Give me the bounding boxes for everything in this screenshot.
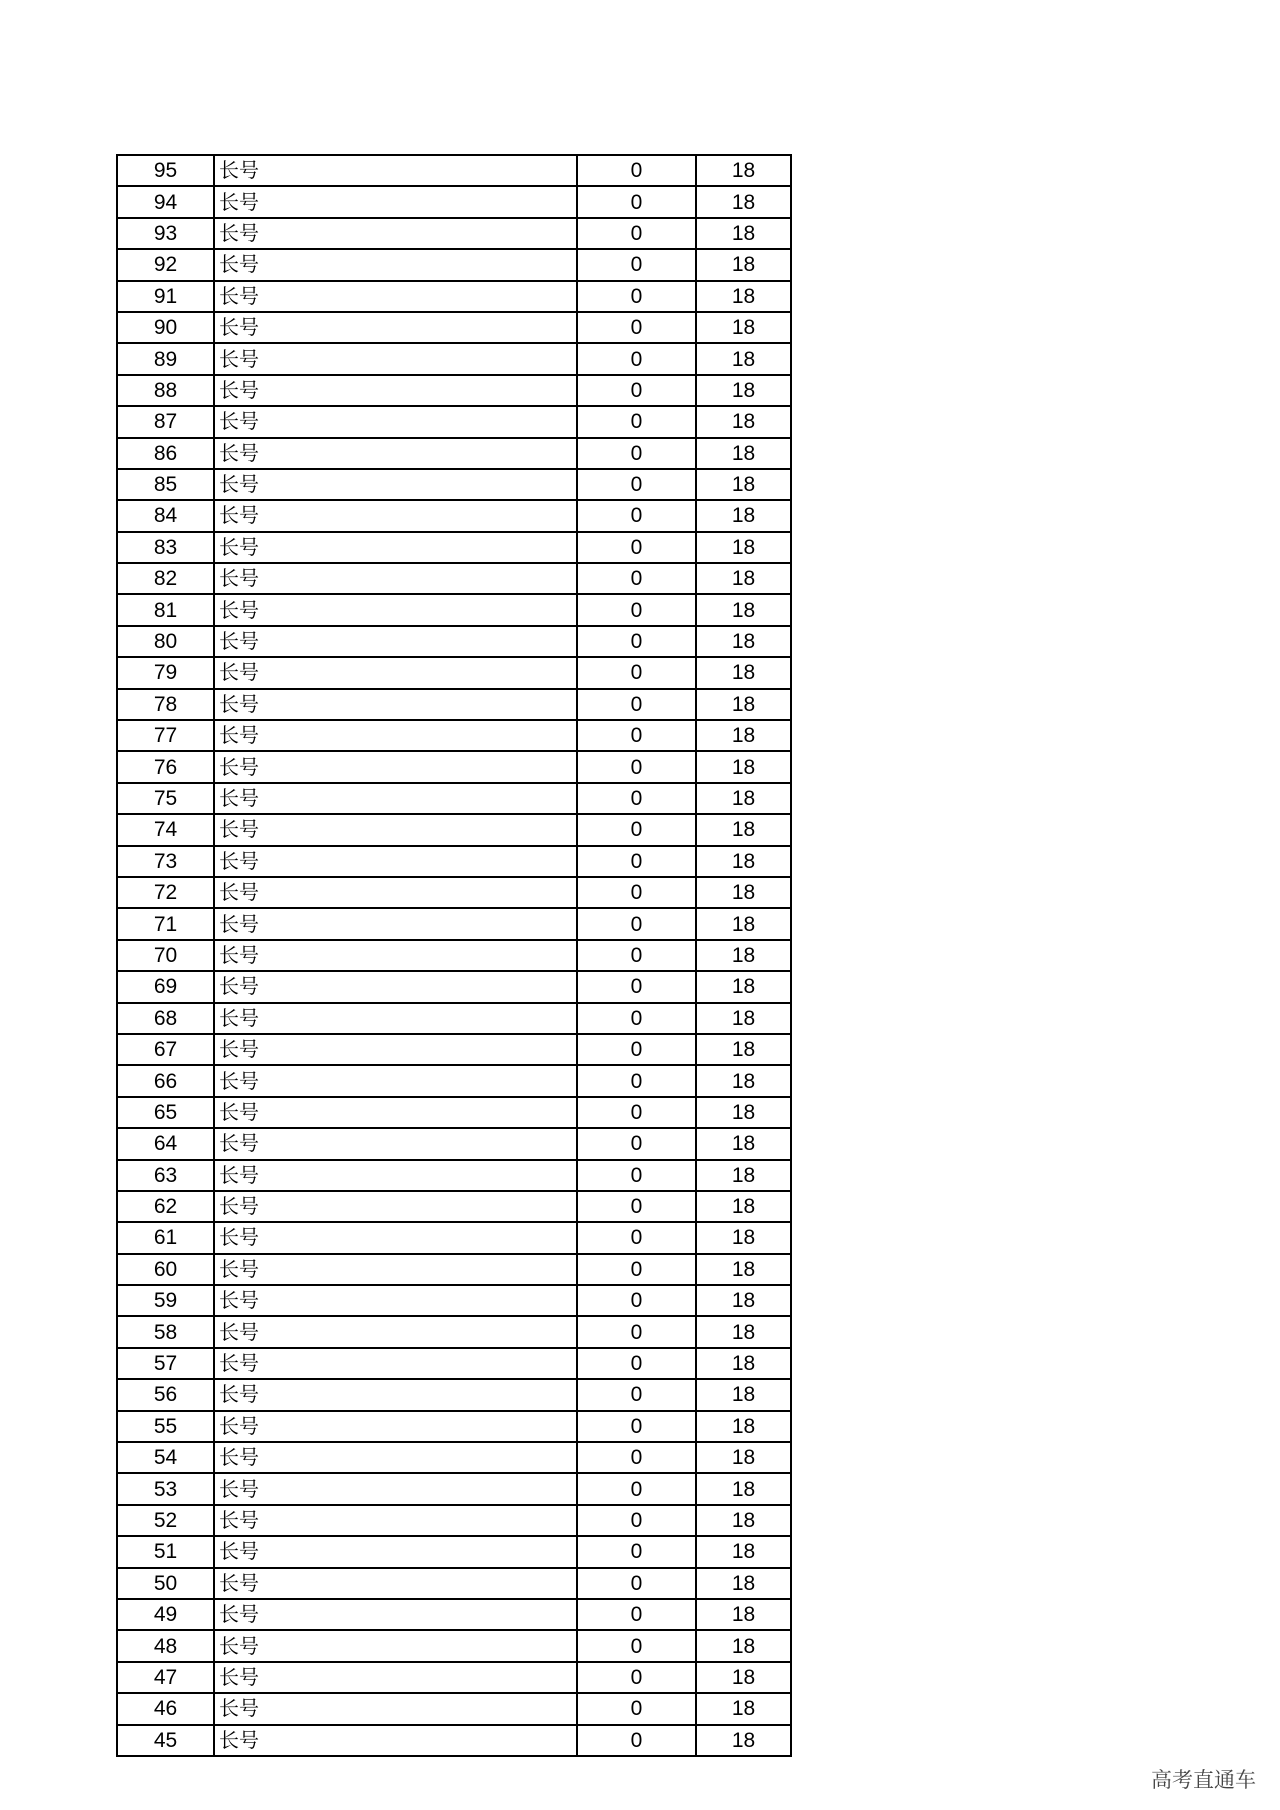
score-cell: 71	[117, 908, 214, 939]
instrument-cell: 长号	[214, 1316, 577, 1347]
count-cell: 0	[577, 751, 696, 782]
score-cell: 78	[117, 689, 214, 720]
table-row	[117, 469, 791, 500]
score-cell: 87	[117, 406, 214, 437]
instrument-cell: 长号	[214, 1097, 577, 1128]
score-cell: 94	[117, 186, 214, 217]
count-cell: 0	[577, 375, 696, 406]
cumulative-cell: 18	[696, 877, 791, 908]
instrument-cell: 长号	[214, 343, 577, 374]
score-cell: 85	[117, 469, 214, 500]
count-cell: 0	[577, 1316, 696, 1347]
table-row	[117, 1599, 791, 1630]
count-cell: 0	[577, 720, 696, 751]
instrument-cell: 长号	[214, 1160, 577, 1191]
instrument-cell: 长号	[214, 846, 577, 877]
cumulative-cell: 18	[696, 1003, 791, 1034]
table-row	[117, 532, 791, 563]
score-cell: 90	[117, 312, 214, 343]
score-cell: 61	[117, 1222, 214, 1253]
instrument-cell: 长号	[214, 532, 577, 563]
cumulative-cell: 18	[696, 1411, 791, 1442]
score-cell: 47	[117, 1662, 214, 1693]
count-cell: 0	[577, 657, 696, 688]
score-cell: 52	[117, 1505, 214, 1536]
score-table	[116, 154, 792, 1757]
table-row	[117, 1160, 791, 1191]
table-row	[117, 438, 791, 469]
cumulative-cell: 18	[696, 1693, 791, 1724]
table-row	[117, 1505, 791, 1536]
score-cell: 46	[117, 1693, 214, 1724]
score-cell: 50	[117, 1568, 214, 1599]
score-cell: 79	[117, 657, 214, 688]
table-row	[117, 1316, 791, 1347]
count-cell: 0	[577, 1599, 696, 1630]
cumulative-cell: 18	[696, 406, 791, 437]
cumulative-cell: 18	[696, 155, 791, 186]
score-cell: 70	[117, 940, 214, 971]
count-cell: 0	[577, 1442, 696, 1473]
cumulative-cell: 18	[696, 281, 791, 312]
instrument-cell: 长号	[214, 1411, 577, 1442]
cumulative-cell: 18	[696, 1630, 791, 1661]
score-cell: 91	[117, 281, 214, 312]
score-cell: 63	[117, 1160, 214, 1191]
cumulative-cell: 18	[696, 1505, 791, 1536]
score-cell: 80	[117, 626, 214, 657]
cumulative-cell: 18	[696, 657, 791, 688]
instrument-cell: 长号	[214, 1505, 577, 1536]
score-cell: 51	[117, 1536, 214, 1567]
score-cell: 83	[117, 532, 214, 563]
count-cell: 0	[577, 1411, 696, 1442]
count-cell: 0	[577, 689, 696, 720]
count-cell: 0	[577, 469, 696, 500]
instrument-cell: 长号	[214, 312, 577, 343]
score-cell: 73	[117, 846, 214, 877]
score-cell: 77	[117, 720, 214, 751]
count-cell: 0	[577, 971, 696, 1002]
count-cell: 0	[577, 218, 696, 249]
instrument-cell: 长号	[214, 1222, 577, 1253]
cumulative-cell: 18	[696, 1568, 791, 1599]
count-cell: 0	[577, 1568, 696, 1599]
cumulative-cell: 18	[696, 218, 791, 249]
instrument-cell: 长号	[214, 908, 577, 939]
score-cell: 81	[117, 594, 214, 625]
table-row	[117, 155, 791, 186]
score-cell: 55	[117, 1411, 214, 1442]
table-row	[117, 1034, 791, 1065]
instrument-cell: 长号	[214, 594, 577, 625]
score-cell: 56	[117, 1379, 214, 1410]
table-row	[117, 657, 791, 688]
score-cell: 95	[117, 155, 214, 186]
instrument-cell: 长号	[214, 720, 577, 751]
instrument-cell: 长号	[214, 1128, 577, 1159]
score-cell: 57	[117, 1348, 214, 1379]
cumulative-cell: 18	[696, 1160, 791, 1191]
count-cell: 0	[577, 1630, 696, 1661]
count-cell: 0	[577, 908, 696, 939]
instrument-cell: 长号	[214, 877, 577, 908]
cumulative-cell: 18	[696, 1662, 791, 1693]
score-cell: 68	[117, 1003, 214, 1034]
table-row	[117, 1536, 791, 1567]
count-cell: 0	[577, 1097, 696, 1128]
count-cell: 0	[577, 186, 696, 217]
count-cell: 0	[577, 406, 696, 437]
count-cell: 0	[577, 1725, 696, 1756]
table-row	[117, 1254, 791, 1285]
table-row	[117, 1662, 791, 1693]
table-row	[117, 1442, 791, 1473]
score-cell: 60	[117, 1254, 214, 1285]
instrument-cell: 长号	[214, 155, 577, 186]
cumulative-cell: 18	[696, 689, 791, 720]
instrument-cell: 长号	[214, 1285, 577, 1316]
score-cell: 62	[117, 1191, 214, 1222]
instrument-cell: 长号	[214, 1191, 577, 1222]
table-row	[117, 1191, 791, 1222]
cumulative-cell: 18	[696, 186, 791, 217]
cumulative-cell: 18	[696, 626, 791, 657]
table-row	[117, 1065, 791, 1096]
instrument-cell: 长号	[214, 249, 577, 280]
score-cell: 92	[117, 249, 214, 280]
count-cell: 0	[577, 846, 696, 877]
instrument-cell: 长号	[214, 1693, 577, 1724]
count-cell: 0	[577, 1536, 696, 1567]
table-row	[117, 1693, 791, 1724]
table-row	[117, 375, 791, 406]
count-cell: 0	[577, 155, 696, 186]
table-row	[117, 846, 791, 877]
cumulative-cell: 18	[696, 563, 791, 594]
instrument-cell: 长号	[214, 626, 577, 657]
instrument-cell: 长号	[214, 814, 577, 845]
score-cell: 64	[117, 1128, 214, 1159]
cumulative-cell: 18	[696, 1034, 791, 1065]
instrument-cell: 长号	[214, 1065, 577, 1096]
table-row	[117, 186, 791, 217]
count-cell: 0	[577, 563, 696, 594]
score-cell: 72	[117, 877, 214, 908]
instrument-cell: 长号	[214, 1254, 577, 1285]
cumulative-cell: 18	[696, 249, 791, 280]
cumulative-cell: 18	[696, 720, 791, 751]
count-cell: 0	[577, 594, 696, 625]
score-cell: 53	[117, 1473, 214, 1504]
instrument-cell: 长号	[214, 186, 577, 217]
score-cell: 84	[117, 500, 214, 531]
score-cell: 66	[117, 1065, 214, 1096]
cumulative-cell: 18	[696, 1379, 791, 1410]
cumulative-cell: 18	[696, 375, 791, 406]
table-row	[117, 1725, 791, 1756]
score-cell: 69	[117, 971, 214, 1002]
count-cell: 0	[577, 877, 696, 908]
cumulative-cell: 18	[696, 1316, 791, 1347]
cumulative-cell: 18	[696, 1473, 791, 1504]
table-row	[117, 1097, 791, 1128]
score-cell: 45	[117, 1725, 214, 1756]
count-cell: 0	[577, 1285, 696, 1316]
score-cell: 59	[117, 1285, 214, 1316]
cumulative-cell: 18	[696, 1222, 791, 1253]
table-row	[117, 1222, 791, 1253]
table-row	[117, 783, 791, 814]
count-cell: 0	[577, 940, 696, 971]
count-cell: 0	[577, 1693, 696, 1724]
score-cell: 54	[117, 1442, 214, 1473]
table-row	[117, 940, 791, 971]
score-cell: 88	[117, 375, 214, 406]
table-row	[117, 908, 791, 939]
cumulative-cell: 18	[696, 814, 791, 845]
cumulative-cell: 18	[696, 532, 791, 563]
cumulative-cell: 18	[696, 846, 791, 877]
count-cell: 0	[577, 783, 696, 814]
cumulative-cell: 18	[696, 1254, 791, 1285]
instrument-cell: 长号	[214, 971, 577, 1002]
cumulative-cell: 18	[696, 594, 791, 625]
cumulative-cell: 18	[696, 438, 791, 469]
instrument-cell: 长号	[214, 1473, 577, 1504]
count-cell: 0	[577, 814, 696, 845]
instrument-cell: 长号	[214, 438, 577, 469]
table-row	[117, 249, 791, 280]
instrument-cell: 长号	[214, 406, 577, 437]
score-cell: 74	[117, 814, 214, 845]
cumulative-cell: 18	[696, 343, 791, 374]
cumulative-cell: 18	[696, 1599, 791, 1630]
score-cell: 48	[117, 1630, 214, 1661]
score-cell: 86	[117, 438, 214, 469]
cumulative-cell: 18	[696, 1128, 791, 1159]
table-row	[117, 1379, 791, 1410]
table-row	[117, 563, 791, 594]
cumulative-cell: 18	[696, 1285, 791, 1316]
score-cell: 75	[117, 783, 214, 814]
score-cell: 93	[117, 218, 214, 249]
count-cell: 0	[577, 1160, 696, 1191]
table-row	[117, 1568, 791, 1599]
count-cell: 0	[577, 1662, 696, 1693]
instrument-cell: 长号	[214, 1536, 577, 1567]
table-body	[117, 155, 791, 1756]
cumulative-cell: 18	[696, 1348, 791, 1379]
score-cell: 76	[117, 751, 214, 782]
table-row	[117, 626, 791, 657]
instrument-cell: 长号	[214, 751, 577, 782]
table-row	[117, 971, 791, 1002]
instrument-cell: 长号	[214, 500, 577, 531]
cumulative-cell: 18	[731, 1728, 756, 1752]
count-cell: 0	[577, 1003, 696, 1034]
count-cell: 0	[577, 281, 696, 312]
instrument-cell: 长号	[214, 1568, 577, 1599]
table-row	[117, 281, 791, 312]
count-cell: 0	[577, 1473, 696, 1504]
cumulative-cell: 18	[696, 940, 791, 971]
table-row	[117, 406, 791, 437]
table-row	[117, 500, 791, 531]
table-row	[117, 689, 791, 720]
cumulative-cell: 18	[696, 1536, 791, 1567]
watermark-text: 高考直通车	[1151, 1768, 1256, 1792]
count-cell: 0	[577, 626, 696, 657]
cumulative-cell: 18	[696, 469, 791, 500]
table-row	[117, 1348, 791, 1379]
count-cell: 0	[577, 249, 696, 280]
count-cell: 0	[577, 1505, 696, 1536]
count-cell: 0	[577, 1348, 696, 1379]
count-cell: 0	[577, 1191, 696, 1222]
instrument-cell: 长号	[214, 218, 577, 249]
table-row	[117, 312, 791, 343]
instrument-cell: 长号	[214, 281, 577, 312]
instrument-cell: 长号	[214, 469, 577, 500]
table-row	[117, 218, 791, 249]
count-cell: 0	[577, 1222, 696, 1253]
cumulative-cell: 18	[696, 908, 791, 939]
count-cell: 0	[577, 1128, 696, 1159]
cumulative-cell: 18	[696, 1442, 791, 1473]
instrument-cell: 长号	[214, 1725, 577, 1756]
table-row	[117, 1411, 791, 1442]
instrument-cell: 长号	[214, 657, 577, 688]
cumulative-cell: 18	[696, 1191, 791, 1222]
table-row	[117, 751, 791, 782]
table-row	[117, 594, 791, 625]
cumulative-cell: 18	[696, 751, 791, 782]
count-cell: 0	[577, 1034, 696, 1065]
instrument-cell: 长号	[214, 1348, 577, 1379]
instrument-cell: 长号	[214, 940, 577, 971]
cumulative-cell: 18	[696, 1065, 791, 1096]
instrument-cell: 长号	[214, 1442, 577, 1473]
count-cell: 0	[577, 438, 696, 469]
cumulative-cell: 18	[696, 971, 791, 1002]
table-row	[117, 1003, 791, 1034]
table-row	[117, 343, 791, 374]
score-cell: 89	[117, 343, 214, 374]
cumulative-cell: 18	[696, 1097, 791, 1128]
table-row	[117, 1630, 791, 1661]
instrument-cell: 长号	[214, 1662, 577, 1693]
table-row	[117, 720, 791, 751]
score-cell: 65	[117, 1097, 214, 1128]
count-cell: 0	[577, 1379, 696, 1410]
instrument-cell: 长号	[214, 783, 577, 814]
instrument-cell: 长号	[214, 375, 577, 406]
instrument-cell: 长号	[214, 1034, 577, 1065]
instrument-cell: 长号	[214, 1379, 577, 1410]
table-row	[117, 1285, 791, 1316]
score-cell: 49	[117, 1599, 214, 1630]
count-cell: 0	[577, 532, 696, 563]
instrument-cell: 长号	[214, 689, 577, 720]
instrument-cell: 长号	[214, 1630, 577, 1661]
count-cell: 0	[577, 1254, 696, 1285]
instrument-cell: 长号	[214, 563, 577, 594]
count-cell: 0	[577, 500, 696, 531]
table-row	[117, 1128, 791, 1159]
score-cell: 58	[117, 1316, 214, 1347]
table-row	[117, 1473, 791, 1504]
table-row	[117, 814, 791, 845]
count-cell: 0	[577, 312, 696, 343]
count-cell: 0	[577, 1065, 696, 1096]
instrument-cell: 长号	[214, 1599, 577, 1630]
cumulative-cell: 18	[696, 312, 791, 343]
score-cell: 82	[117, 563, 214, 594]
count-cell: 0	[577, 343, 696, 374]
cumulative-cell: 18	[696, 500, 791, 531]
table-row	[117, 877, 791, 908]
cumulative-cell: 18	[696, 783, 791, 814]
instrument-cell: 长号	[214, 1003, 577, 1034]
score-cell: 67	[117, 1034, 214, 1065]
